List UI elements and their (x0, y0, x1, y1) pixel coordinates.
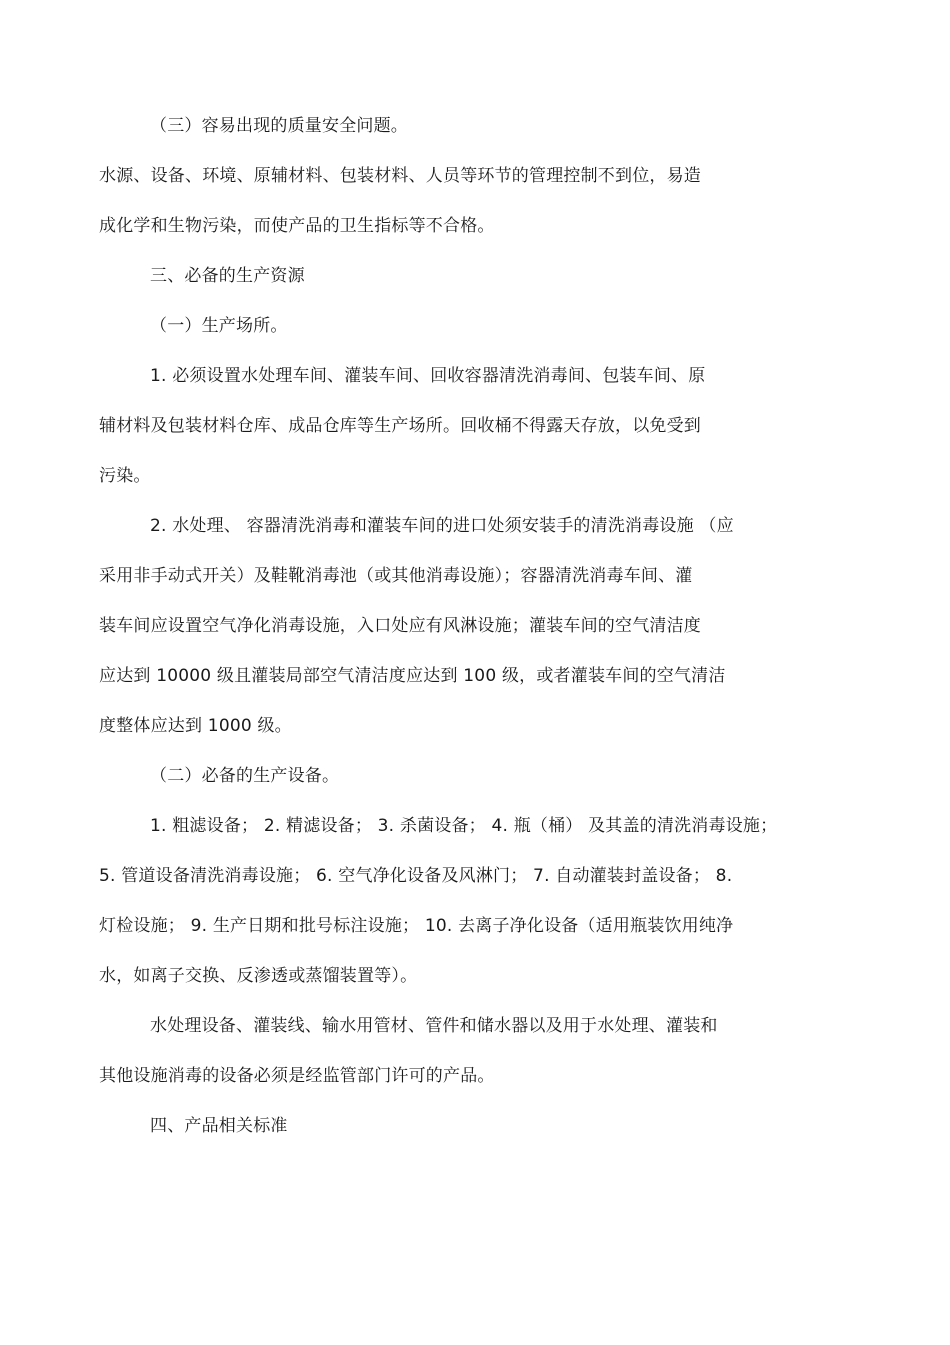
subheading-equipment: （二）必备的生产设备。 (150, 766, 340, 786)
subheading-production-site: （一）生产场所。 (150, 316, 288, 336)
paragraph-line: 灯检设施； 9. 生产日期和批号标注设施； 10. 去离子净化设备（适用瓶装饮用纯净 (99, 916, 734, 936)
paragraph-line: 水，如离子交换、反渗透或蒸馏装置等）。 (99, 966, 418, 986)
paragraph-line: 成化学和生物污染，而使产品的卫生指标等不合格。 (99, 216, 495, 236)
paragraph-line: 水处理设备、灌装线、输水用管材、管件和储水器以及用于水处理、灌装和 (150, 1016, 718, 1036)
paragraph-line: 水源、设备、环境、原辅材料、包装材料、人员等环节的管理控制不到位，易造 (99, 166, 701, 186)
paragraph-line: 2. 水处理、 容器清洗消毒和灌装车间的进口处须安装手的清洗消毒设施 （应 (150, 516, 734, 536)
paragraph-line: 应达到 10000 级且灌装局部空气清洁度应达到 100 级，或者灌装车间的空气清洁 (99, 666, 726, 686)
paragraph-line: 1. 粗滤设备； 2. 精滤设备； 3. 杀菌设备； 4. 瓶（桶） 及其盖的清洗消毒设施； (150, 816, 778, 836)
paragraph-line: 度整体应达到 1000 级。 (99, 716, 292, 736)
section-heading-standards: 四、产品相关标准 (150, 1116, 288, 1136)
subheading-quality-issues: （三）容易出现的质量安全问题。 (150, 116, 408, 136)
paragraph-line: 5. 管道设备清洗消毒设施； 6. 空气净化设备及风淋门； 7. 自动灌装封盖设备； 8. (99, 866, 733, 886)
paragraph-line: 1. 必须设置水处理车间、灌装车间、回收容器清洗消毒间、包装车间、原 (150, 366, 706, 386)
section-heading-resources: 三、必备的生产资源 (150, 266, 305, 286)
paragraph-line: 污染。 (99, 466, 151, 486)
paragraph-line: 其他设施消毒的设备必须是经监管部门许可的产品。 (99, 1066, 495, 1086)
paragraph-line: 装车间应设置空气净化消毒设施，入口处应有风淋设施；灌装车间的空气清洁度 (99, 616, 701, 636)
paragraph-line: 采用非手动式开关）及鞋靴消毒池（或其他消毒设施）；容器清洗消毒车间、灌 (99, 566, 693, 586)
paragraph-line: 辅材料及包装材料仓库、成品仓库等生产场所。回收桶不得露天存放，以免受到 (99, 416, 701, 436)
